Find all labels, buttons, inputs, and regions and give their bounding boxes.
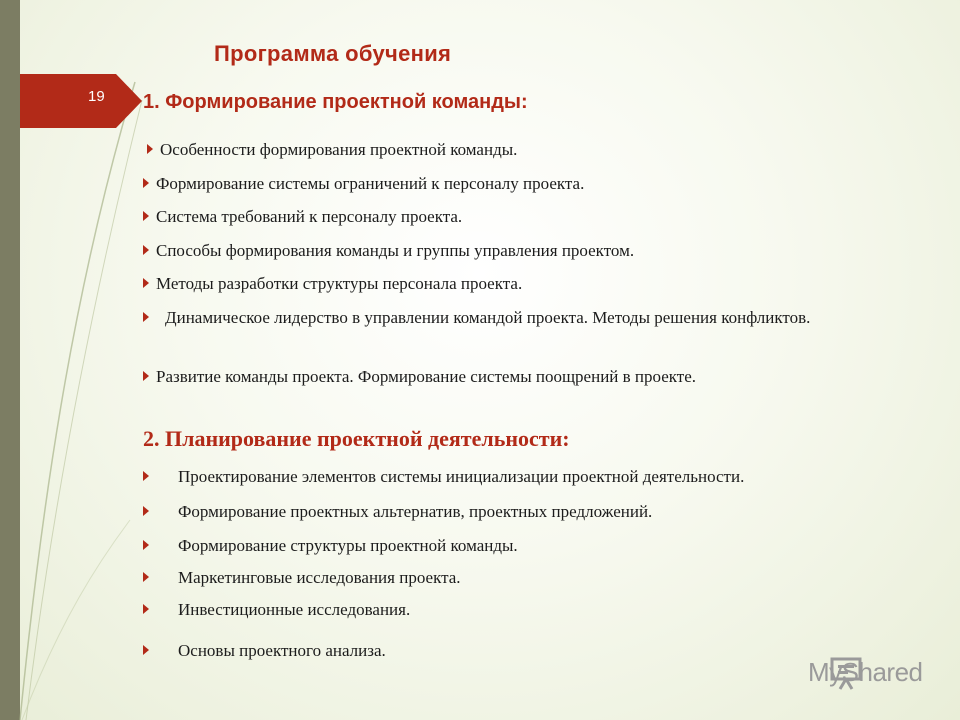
watermark-text: MyShared	[808, 657, 923, 687]
section2-item: Маркетинговые исследования проекта.	[143, 567, 461, 589]
bullet-arrow-icon	[147, 144, 153, 154]
bullet-arrow-icon	[143, 245, 149, 255]
bullet-arrow-icon	[143, 278, 149, 288]
section1-item: Способы формирования команды и группы управления проектом.	[143, 240, 634, 262]
bullet-arrow-icon	[143, 371, 149, 381]
bullet-arrow-icon	[143, 211, 149, 221]
bullet-arrow-icon	[143, 572, 149, 582]
section1-item: Особенности формирования проектной команды.	[147, 139, 517, 161]
section1-item: Система требований к персоналу проекта.	[143, 206, 462, 228]
bullet-arrow-icon	[143, 506, 149, 516]
section1-item: Развитие команды проекта. Формирование системы поощрений в проекте.	[143, 366, 696, 388]
section2-item: Основы проектного анализа.	[143, 640, 386, 662]
bullet-arrow-icon	[143, 604, 149, 614]
bullet-arrow-icon	[143, 645, 149, 655]
slide-number: 19	[88, 88, 105, 105]
bullet-arrow-icon	[143, 471, 149, 481]
section2-item: Проектирование элементов системы инициализации проектной деятельности.	[143, 466, 744, 488]
section1-item: Формирование системы ограничений к персоналу проекта.	[143, 173, 584, 195]
bullet-arrow-icon	[143, 312, 149, 322]
section2-item: Формирование проектных альтернатив, проектных предложений.	[143, 501, 652, 523]
section1-item: Методы разработки структуры персонала проекта.	[143, 273, 522, 295]
bullet-arrow-icon	[143, 178, 149, 188]
bullet-arrow-icon	[143, 540, 149, 550]
section1-item: Динамическое лидерство в управлении командой проекта. Методы решения конфликтов.	[143, 307, 903, 329]
section2-item: Инвестиционные исследования.	[143, 599, 410, 621]
section1-title: 1. Формирование проектной команды:	[143, 91, 528, 113]
section2-title: 2. Планирование проектной деятельности:	[143, 426, 570, 451]
section2-item: Формирование структуры проектной команды.	[143, 535, 518, 557]
page-title: Программа обучения	[214, 41, 452, 66]
